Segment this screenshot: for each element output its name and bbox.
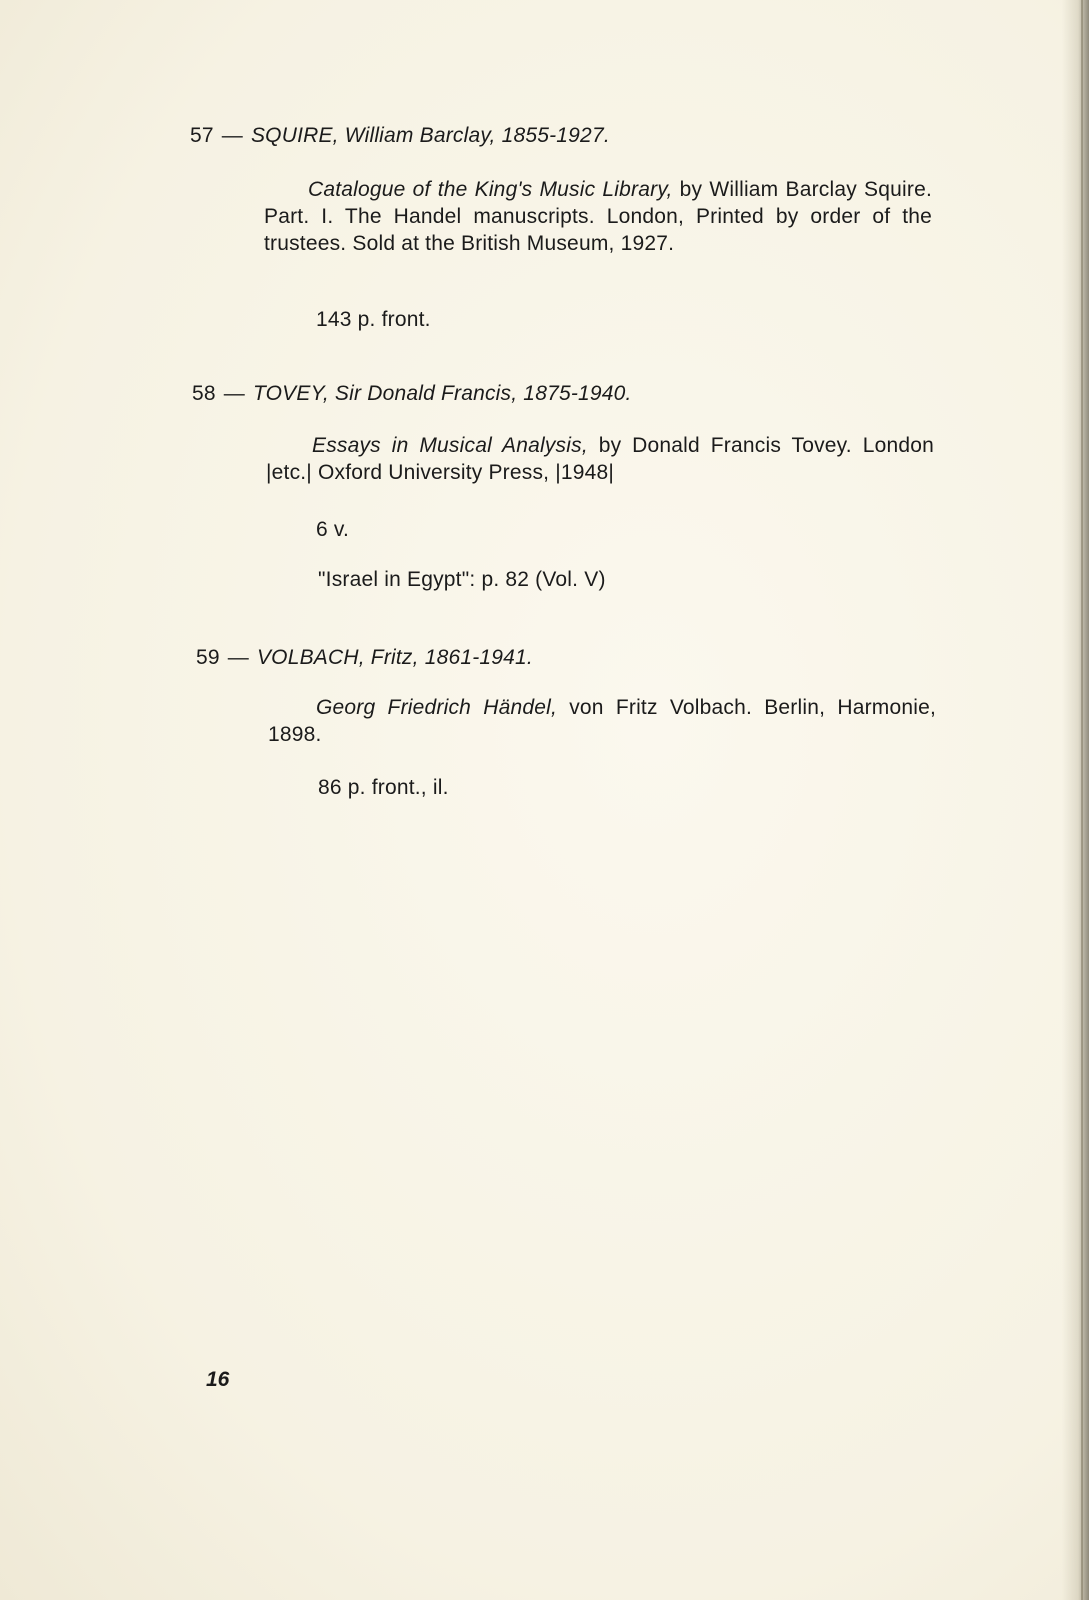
entry-59-collation: 86 p. front., il. — [318, 776, 449, 799]
entry-dash: — — [223, 382, 245, 405]
page-edge — [1081, 0, 1083, 1600]
entry-description: von Fritz Volbach. Berlin, Harmonie, 1898. — [268, 696, 936, 746]
entry-59-description — [268, 694, 936, 748]
entry-title: Catalogue of the King's Music Library, — [308, 178, 673, 201]
entry-57-heading — [190, 124, 610, 148]
entry-author: TOVEY, Sir Donald Francis, 1875-1940. — [252, 382, 632, 405]
entry-description: by Donald Francis Tovey. London |etc.| Oxford University Press, |1948| — [266, 434, 934, 484]
entry-58-heading — [192, 382, 632, 406]
entry-58-note: "Israel in Egypt": p. 82 (Vol. V) — [318, 568, 606, 591]
entry-author: SQUIRE, William Barclay, 1855-1927. — [250, 124, 610, 147]
entry-title: Essays in Musical Analysis, — [312, 434, 588, 457]
entry-59-heading — [196, 646, 533, 670]
page-number: 16 — [206, 1368, 230, 1391]
entry-58-description — [266, 432, 934, 486]
entry-number: 57 — [190, 124, 214, 147]
entry-author: VOLBACH, Fritz, 1861-1941. — [256, 646, 533, 669]
entry-58-collation: 6 v. — [316, 518, 350, 541]
entry-title: Georg Friedrich Händel, — [316, 696, 558, 719]
entry-dash: — — [227, 646, 249, 669]
entry-57-description — [264, 176, 932, 257]
entry-description: by William Barclay Squire. Part. I. The Handel manuscripts. London, Printed by order of the trustees. Sold at the British Museum, 1927. — [264, 178, 932, 255]
entry-dash: — — [221, 124, 243, 147]
entry-57-collation: 143 p. front. — [316, 308, 431, 331]
entry-number: 58 — [192, 382, 216, 405]
entry-number: 59 — [196, 646, 220, 669]
